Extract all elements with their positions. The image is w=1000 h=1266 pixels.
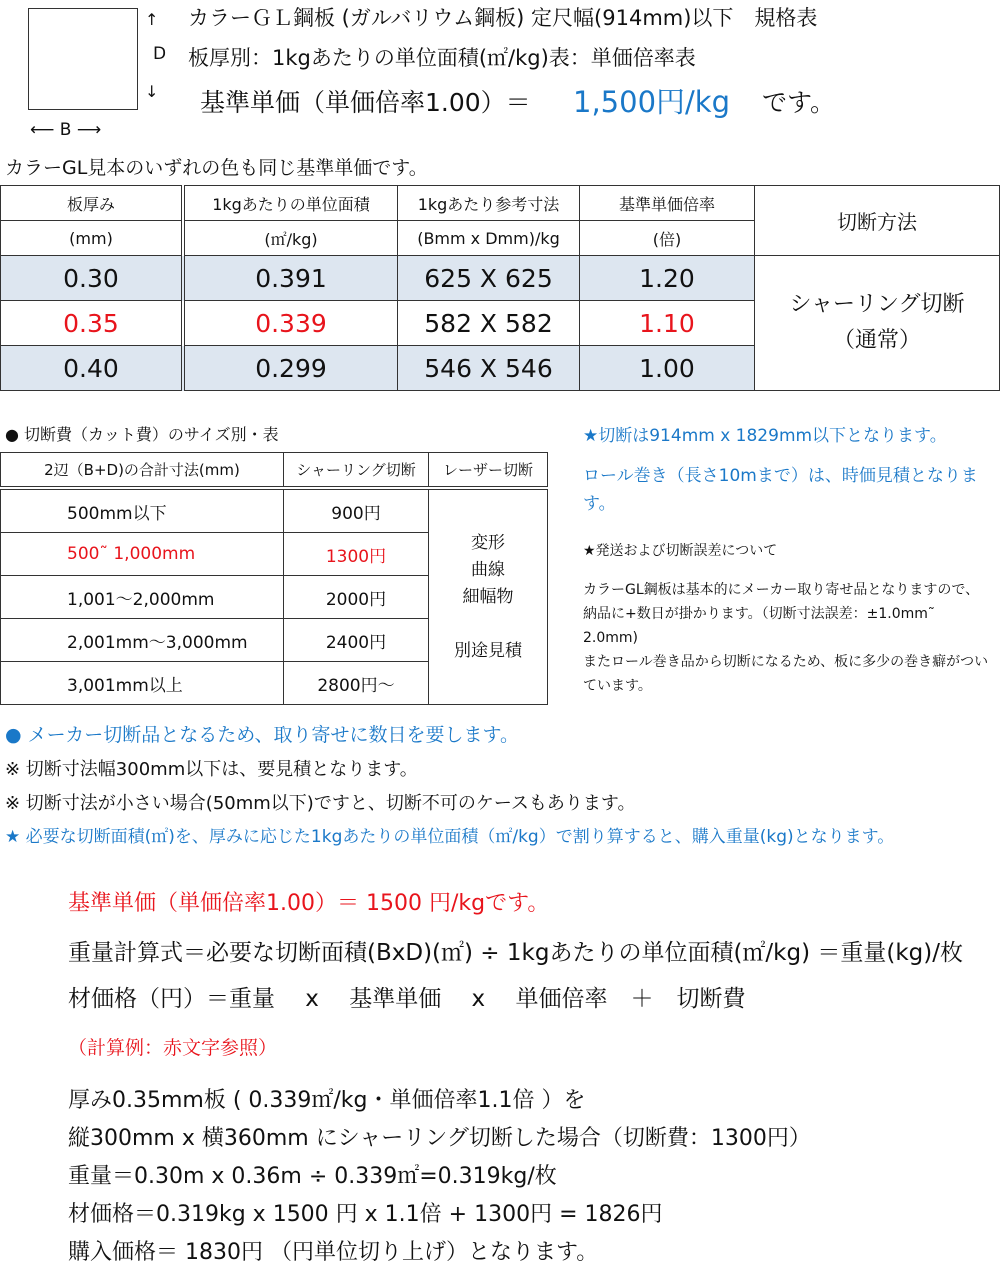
formula-weight: 重量計算式＝必要な切断面積(BxD)(㎡) ÷ 1kgあたりの単位面積(㎡/kg) ＝重量(kg)/枚 bbox=[68, 940, 963, 966]
example-line: 厚み0.35mm板 ( 0.339㎡/kg・単価倍率1.1倍 ）を bbox=[68, 1088, 586, 1113]
cut-fee-table bbox=[0, 452, 548, 705]
base-price-value: 1,500円/kg bbox=[573, 85, 730, 119]
thickness-cell: 0.30 bbox=[1, 256, 184, 301]
note-maker: ● メーカー切断品となるため、取り寄せに数日を要します。 bbox=[5, 724, 519, 746]
fee-cell: 2400円 bbox=[284, 619, 429, 662]
rate-cell: 1.00 bbox=[580, 346, 755, 391]
header-size: 2辺（B+D)の合計寸法(mm) bbox=[1, 453, 284, 489]
note-width: ※ 切断寸法幅300mm以下は、要見積となります。 bbox=[5, 759, 418, 780]
header-rate: 基準単価倍率 bbox=[580, 186, 755, 221]
header-thickness-unit: (mm) bbox=[1, 221, 184, 256]
size-cell: 3,001mm以上 bbox=[1, 662, 284, 705]
arrow-left-icon: ⟵ bbox=[30, 120, 60, 140]
note-weight: ★ 必要な切断面積(㎡)を、厚みに応じた1kgあたりの単位面積（㎡/kg）で割り算すると、購入重量(kg)となります。 bbox=[5, 827, 895, 847]
size-cell: 500mm以下 bbox=[1, 488, 284, 533]
example-line: 縦300mm x 横360mm にシャーリング切断した場合（切断費：1300円） bbox=[68, 1126, 811, 1151]
header-thickness: 板厚み bbox=[1, 186, 184, 221]
dim-d-label: D bbox=[153, 44, 167, 64]
arrow-right-icon: ⟶ bbox=[71, 120, 102, 140]
size-cell: 2,001mm～3,000mm bbox=[1, 619, 284, 662]
method-line: シャーリング切断 bbox=[789, 292, 965, 317]
area-cell: 0.339 bbox=[183, 301, 398, 346]
page-title: カラーＧＬ鋼板 (ガルバリウム鋼板) 定尺幅(914mm)以下 規格表 bbox=[188, 6, 818, 30]
size-cell: 1,001～2,000mm bbox=[1, 576, 284, 619]
table-row bbox=[1, 488, 548, 533]
shipping-body bbox=[583, 578, 993, 698]
example-block bbox=[68, 1082, 811, 1266]
example-line: 重量＝0.30m x 0.36m ÷ 0.339㎡=0.319kg/枚 bbox=[68, 1164, 557, 1189]
arrow-up-icon: ↑ bbox=[145, 10, 159, 29]
header-area: 1kgあたりの単位面積 bbox=[183, 186, 398, 221]
dim-b-row bbox=[30, 120, 101, 140]
header-rate-unit: (倍) bbox=[580, 221, 755, 256]
shipping-text: またロール巻き品から切断になるため、板に多少の巻き癖がついています。 bbox=[583, 654, 989, 694]
fee-cell: 2800円～ bbox=[284, 662, 429, 705]
thickness-cell: 0.40 bbox=[1, 346, 184, 391]
base-price-label: 基準単価（単価倍率1.00）＝ bbox=[200, 88, 531, 117]
table-row bbox=[1, 256, 1000, 301]
size-cell: 546 X 546 bbox=[398, 346, 580, 391]
arrow-down-icon: ↓ bbox=[145, 82, 159, 101]
cut-limit-note: ★切断は914mm x 1829mm以下となります。 bbox=[583, 426, 947, 446]
header-area-unit: (㎡/kg) bbox=[183, 221, 398, 256]
size-cell: 582 X 582 bbox=[398, 301, 580, 346]
laser-cell bbox=[429, 488, 548, 705]
formula-price: 材価格（円）＝重量 x 基準単価 x 単価倍率 ＋ 切断費 bbox=[68, 986, 746, 1012]
dimension-diagram bbox=[28, 8, 138, 110]
rate-cell: 1.20 bbox=[580, 256, 755, 301]
area-cell: 0.299 bbox=[183, 346, 398, 391]
size-cell: 500˜ 1,000mm bbox=[1, 533, 284, 576]
header-laser: レーザー切断 bbox=[429, 453, 548, 489]
roll-note: ロール巻き（長さ10mまで）は、時価見積となります。 bbox=[583, 466, 978, 514]
method-line: （通常） bbox=[832, 328, 921, 353]
area-cell: 0.391 bbox=[183, 256, 398, 301]
example-line: 購入価格＝ 1830円 （円単位切り上げ）となります。 bbox=[68, 1240, 599, 1265]
fee-cell: 900円 bbox=[284, 488, 429, 533]
laser-line: 細幅物 bbox=[462, 586, 514, 607]
fee-cell: 2000円 bbox=[284, 576, 429, 619]
laser-line: 別途見積 bbox=[454, 640, 522, 661]
base-price-suffix: です。 bbox=[762, 88, 836, 117]
laser-line: 曲線 bbox=[471, 559, 505, 580]
header-size-unit: (Bmm x Dmm)/kg bbox=[398, 221, 580, 256]
page-subtitle: 板厚別：1kgあたりの単位面積(㎡/kg)表：単価倍率表 bbox=[188, 46, 696, 70]
example-line: 材価格＝0.319kg x 1500 円 x 1.1倍 + 1300円 = 1826円 bbox=[68, 1202, 663, 1227]
dim-b-label: B bbox=[59, 120, 72, 140]
note-small: ※ 切断寸法が小さい場合(50mm以下)ですと、切断不可のケースもあります。 bbox=[5, 793, 636, 814]
laser-line bbox=[429, 611, 547, 638]
fee-cell: 1300円 bbox=[284, 533, 429, 576]
size-cell: 625 X 625 bbox=[398, 256, 580, 301]
rate-cell: 1.10 bbox=[580, 301, 755, 346]
spec-table bbox=[0, 185, 1000, 391]
color-note: カラーGL見本のいずれの色も同じ基準単価です。 bbox=[5, 157, 428, 179]
header-shearing: シャーリング切断 bbox=[284, 453, 429, 489]
method-cell bbox=[755, 256, 1000, 391]
header-method: 切断方法 bbox=[755, 186, 1000, 256]
laser-line: 変形 bbox=[471, 532, 505, 553]
formula-base: 基準単価（単価倍率1.00）＝ 1500 円/kgです。 bbox=[68, 891, 550, 916]
thickness-cell: 0.35 bbox=[1, 301, 184, 346]
cut-fee-title: ● 切断費（カット費）のサイズ別・表 bbox=[5, 425, 279, 444]
shipping-title: ★発送および切断誤差について bbox=[583, 543, 778, 559]
example-label: （計算例：赤文字参照） bbox=[68, 1037, 278, 1059]
header-size: 1kgあたり参考寸法 bbox=[398, 186, 580, 221]
shipping-text: カラーGL鋼板は基本的にメーカー取り寄せ品となりますので、納品に+数日が掛かります。（切断寸法誤差：±1.0mm˜ 2.0mm) bbox=[583, 582, 980, 646]
